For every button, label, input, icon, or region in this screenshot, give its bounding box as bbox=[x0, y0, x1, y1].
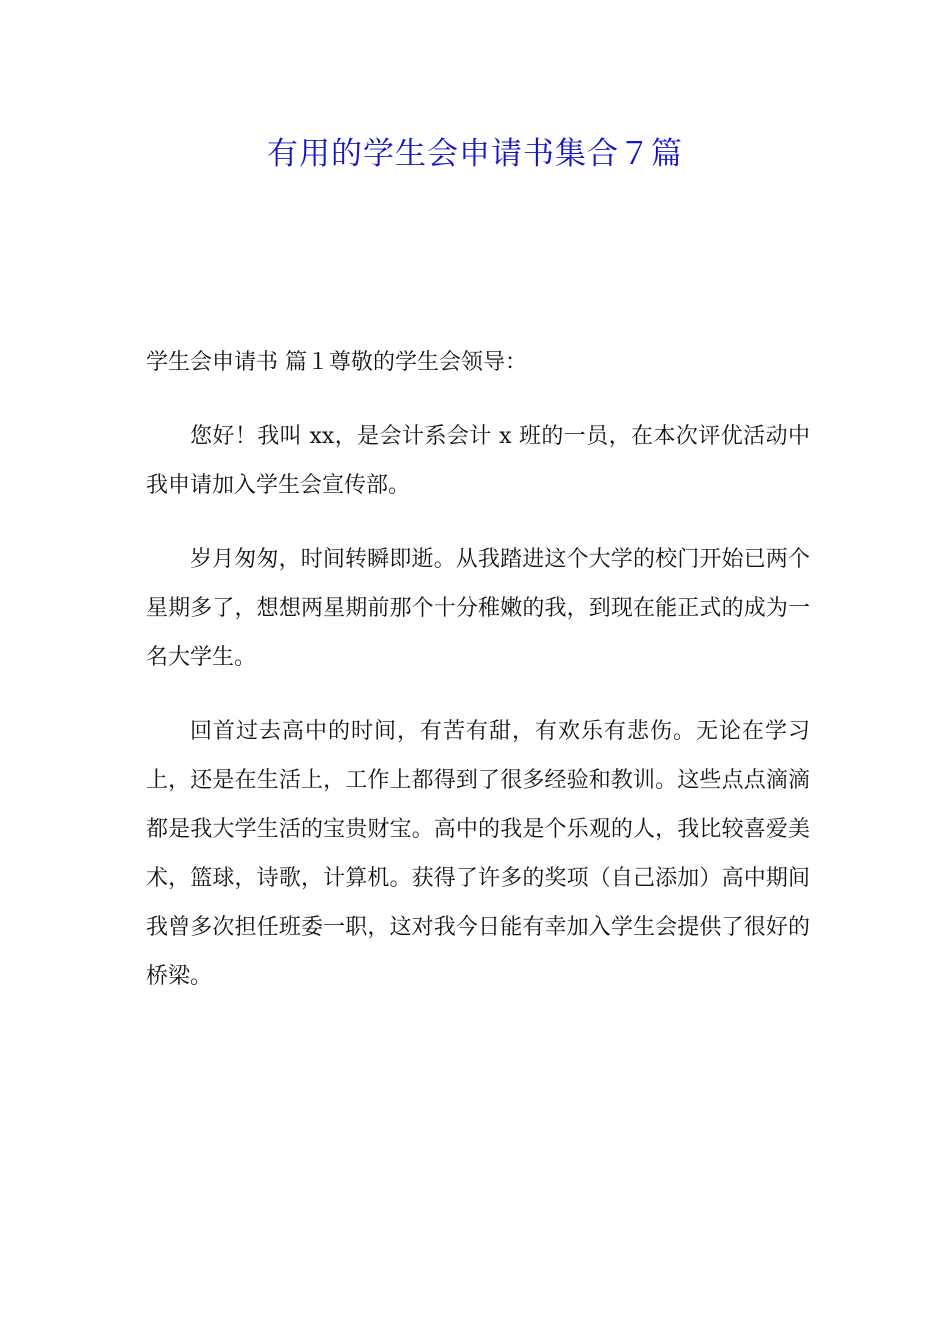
page-title: 有用的学生会申请书集合７篇 bbox=[267, 136, 683, 172]
paragraph: 学生会申请书 篇１尊敬的学生会领导： bbox=[146, 350, 527, 375]
document-body bbox=[146, 338, 810, 1026]
paragraph: 岁月匆匆，时间转瞬即逝。从我踏进这个大学的校门开始已两个星期多了，想想两星期前那个十分稚嫩的我，到现在能正式的成为一名大学生。 bbox=[146, 547, 810, 670]
paragraph: 回首过去高中的时间，有苦有甜，有欢乐有悲伤。无论在学习上，还是在生活上，工作上都得到了很多经验和教训。这些点点滴滴都是我大学生活的宝贵财宝。高中的我是个乐观的人，我比较喜爱美术，篮球，诗歌，计算机。获得了许多的奖项（自己添加）高中期间我曾多次担任班委一职，这对我今日能有幸加入学生会提供了很好的桥梁。 bbox=[146, 719, 810, 989]
paragraph: 您好！我叫 xx，是会计系会计 x 班的一员，在本次评优活动中我申请加入学生会宣传部。 bbox=[146, 424, 810, 498]
